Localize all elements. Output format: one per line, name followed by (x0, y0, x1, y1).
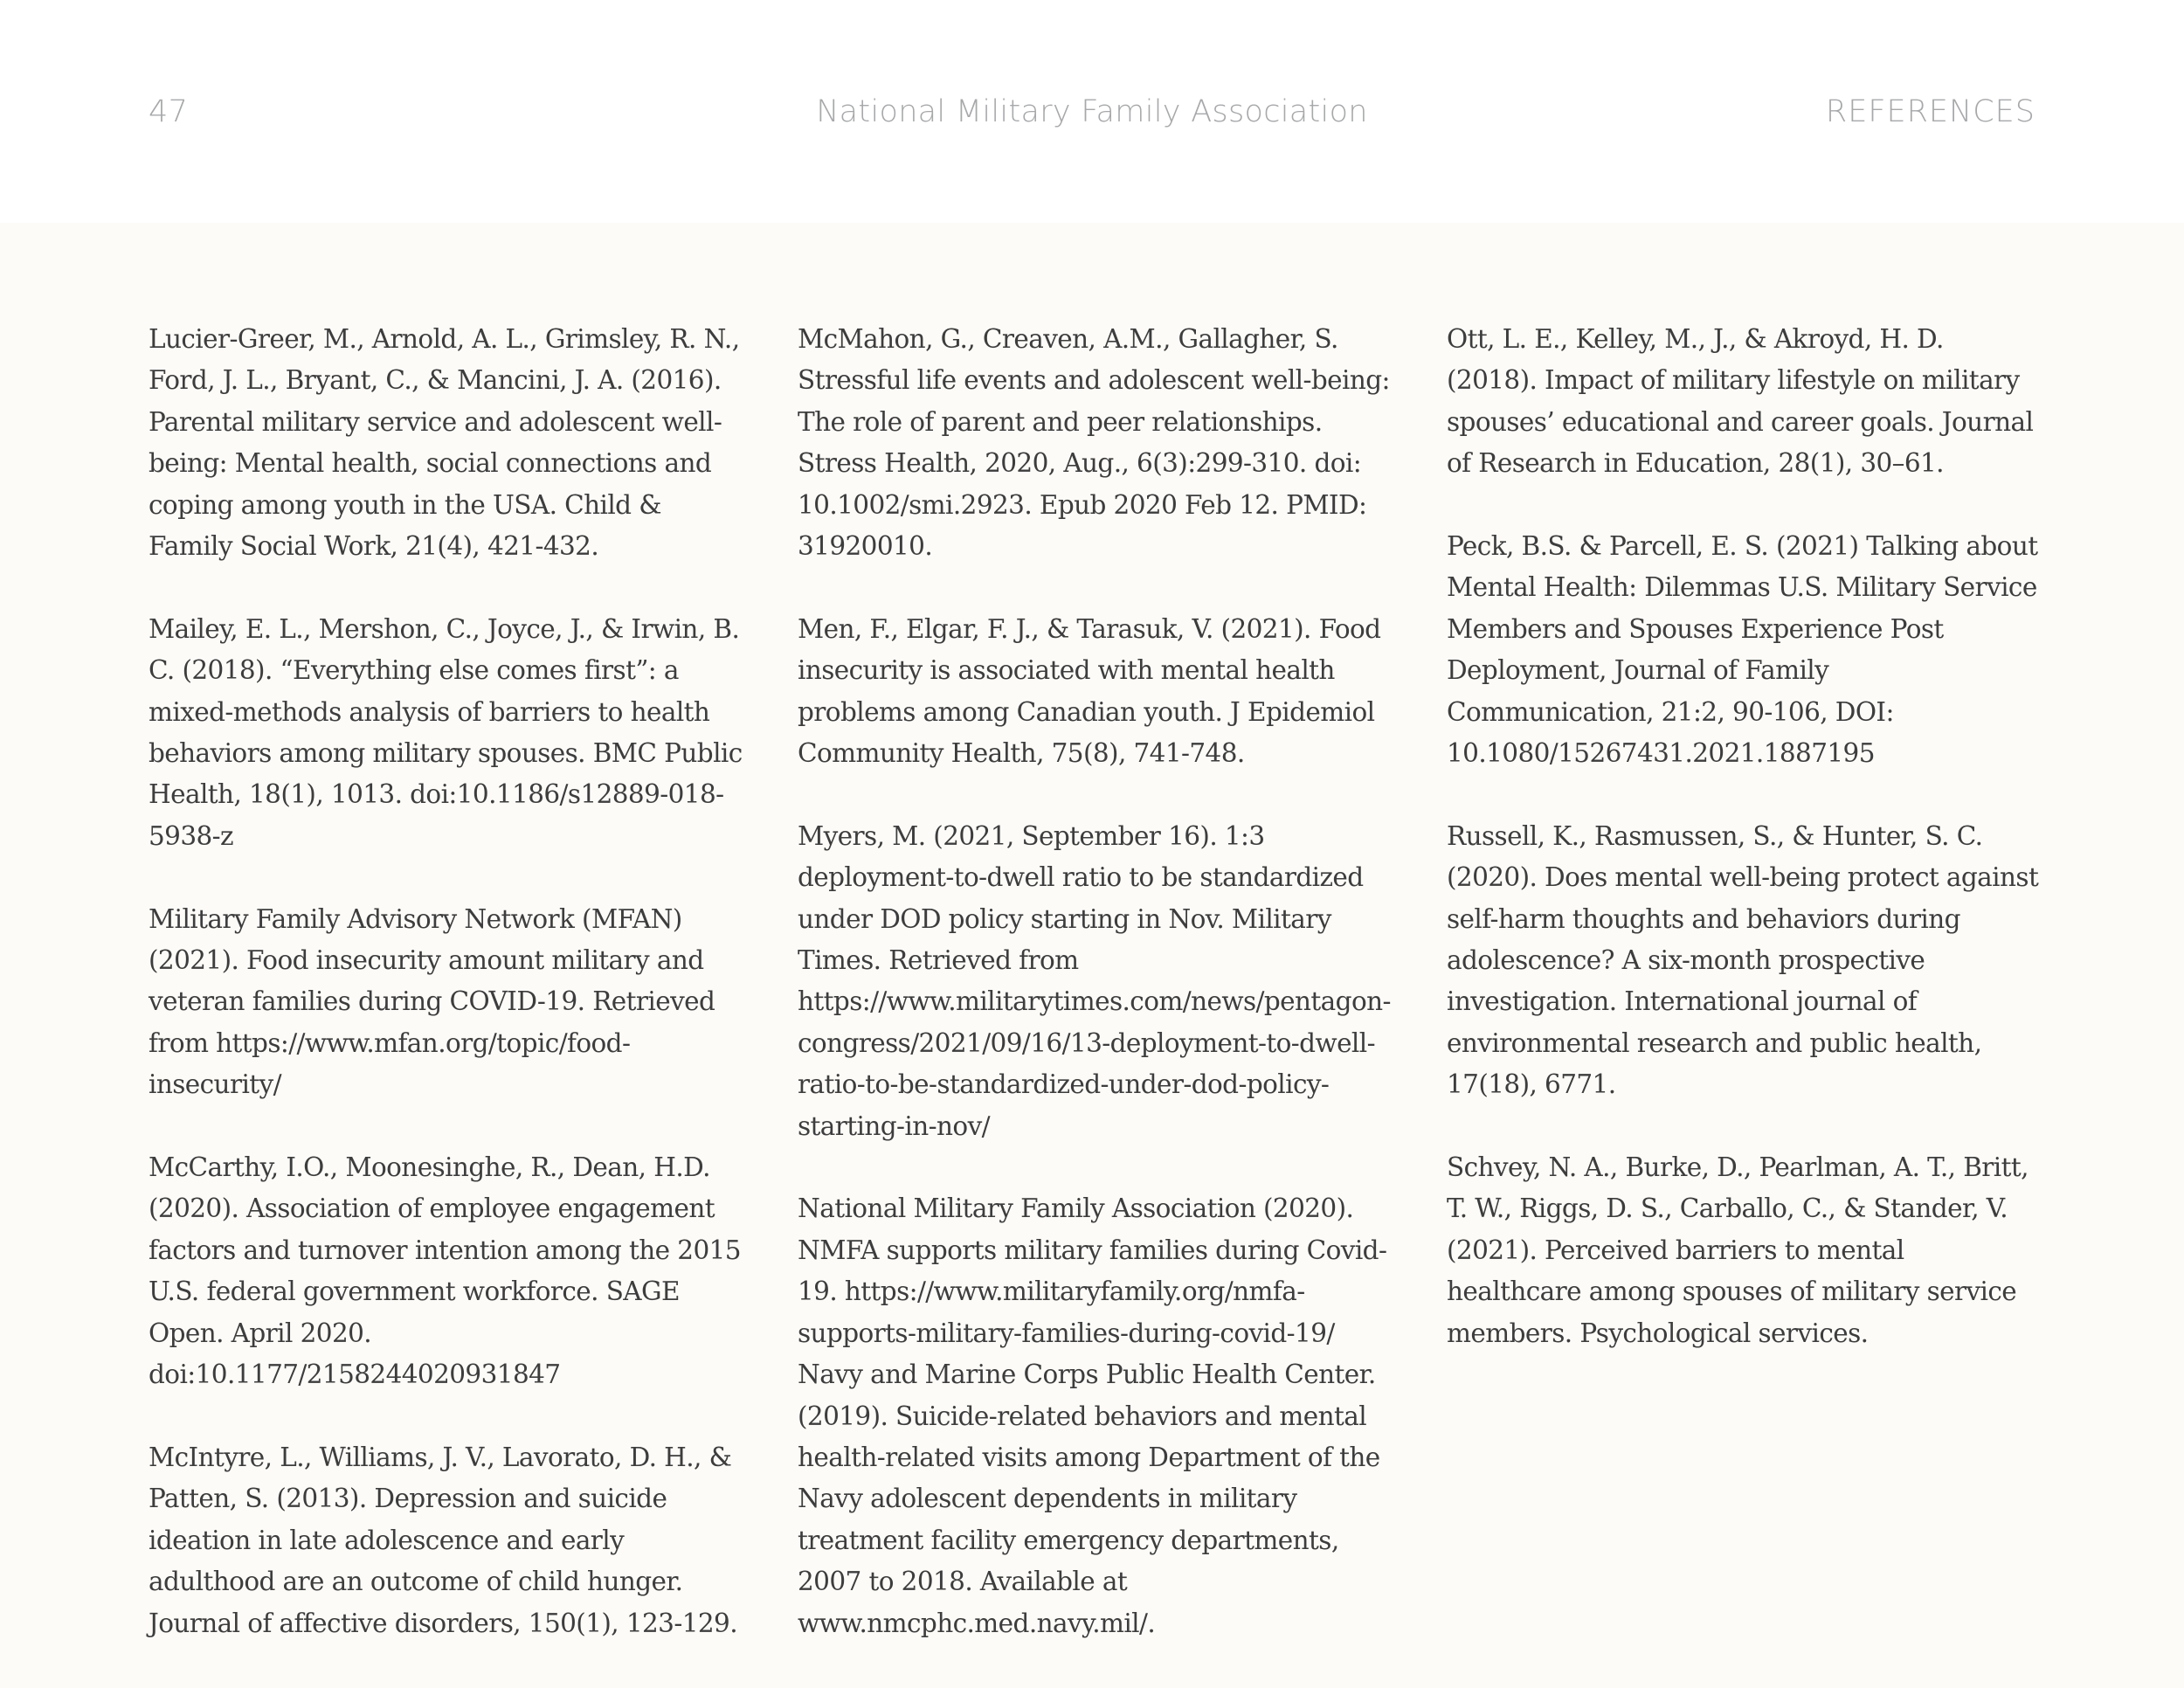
reference-entry: Schvey, N. A., Burke, D., Pearlman, A. T., Britt, T. W., Riggs, D. S., Carballo, C., & Stander, V. (2021). Perceived barriers to mental healthcare among spouses of military service members. Psychological services. (1447, 1152, 2028, 1348)
references-column-3 (1447, 319, 2041, 1396)
section-label: REFERENCES (1825, 94, 2035, 129)
organization-name: National Military Family Association (816, 94, 1368, 129)
reference-entry: Mailey, E. L., Mershon, C., Joyce, J., & Irwin, B. C. (2018). “Everything else comes first”: a mixed-methods analysis of barriers to health behaviors among military spouses. BMC Public Health, 18(1), 1013. doi:10.1186/s12889-018-5938-z (149, 613, 743, 851)
reference-entry: McCarthy, I.O., Moonesinghe, R., Dean, H.D. (2020). Association of employee engagement factors and turnover intention among the 2015 U.S. federal government workforce. SAGE Open. April 2020. doi:10.1177/2158244020931847 (149, 1152, 741, 1390)
reference-entry: Ott, L. E., Kelley, M., J., & Akroyd, H. D. (2018). Impact of military lifestyle on military spouses’ educational and career goals. Journal of Research in Education, 28(1), 30–61. (1447, 324, 2034, 479)
reference-entry: Navy and Marine Corps Public Health Center. (2019). Suicide-related behaviors and mental health-related visits among Department of the Navy adolescent dependents in military treatment facility emergency departments, 2007 to 2018. Available at www.nmcphc.med.navy.mil/. (798, 1359, 1380, 1638)
reference-entry: Russell, K., Rasmussen, S., & Hunter, S. C. (2020). Does mental well-being protect against self-harm thoughts and behaviors during adolescence? A six-month prospective investigation. International journal of environmental research and public health, 17(18), 6771. (1447, 820, 2039, 1100)
reference-entry: Myers, M. (2021, September 16). 1:3 deployment-to-dwell ratio to be standardized under DOD policy starting in Nov. Military Times. Retrieved from https://www.militarytimes.com/news/pentagon-congress/2021/09/16/13-deployment-to-dwell-ratio-to-be-standardized-under-dod-policy-starting-in-nov/ (798, 820, 1391, 1141)
references-column-1 (149, 319, 743, 1685)
reference-entry: Peck, B.S. & Parcell, E. S. (2021) Talking about Mental Health: Dilemmas U.S. Military Service Members and Spouses Experience Post Deployment, Journal of Family Communication, 21:2, 90-106, DOI: 10.1080/15267431.2021.1887195 (1447, 531, 2038, 769)
reference-entry: McIntyre, L., Williams, J. V., Lavorato, D. H., & Patten, S. (2013). Depression and suicide ideation in late adolescence and early adulthood are an outcome of child hunger. Journal of affective disorders, 150(1), 123-129. (149, 1442, 738, 1638)
references-column-2 (798, 319, 1392, 1685)
reference-entry: Lucier-Greer, M., Arnold, A. L., Grimsley, R. N., Ford, J. L., Bryant, C., & Mancini, J. A. (2016). Parental military service and adolescent well-being: Mental health, social connections and coping among youth in the USA. Child & Family Social Work, 21(4), 421-432. (149, 324, 740, 562)
page-header (0, 0, 2184, 223)
reference-entry: Men, F., Elgar, F. J., & Tarasuk, V. (2021). Food insecurity is associated with mental health problems among Canadian youth. J Epidemiol Community Health, 75(8), 741-748. (798, 613, 1381, 769)
references-content (0, 223, 2184, 1688)
reference-entry: Military Family Advisory Network (MFAN) (2021). Food insecurity amount military and veteran families during COVID-19. Retrieved from https://www.mfan.org/topic/food-insecurity/ (149, 903, 715, 1100)
page-number: 47 (149, 94, 189, 129)
reference-entry: McMahon, G., Creaven, A.M., Gallagher, S. Stressful life events and adolescent well-being: The role of parent and peer relationships. Stress Health, 2020, Aug., 6(3):299-310. doi: 10.1002/smi.2923. Epub 2020 Feb 12. PMID: 31920010. (798, 324, 1390, 562)
reference-entry: National Military Family Association (2020). NMFA supports military families during Covid-19. https://www.militaryfamily.org/nmfa-supports-military-families-during-covid-19/ (798, 1193, 1387, 1348)
